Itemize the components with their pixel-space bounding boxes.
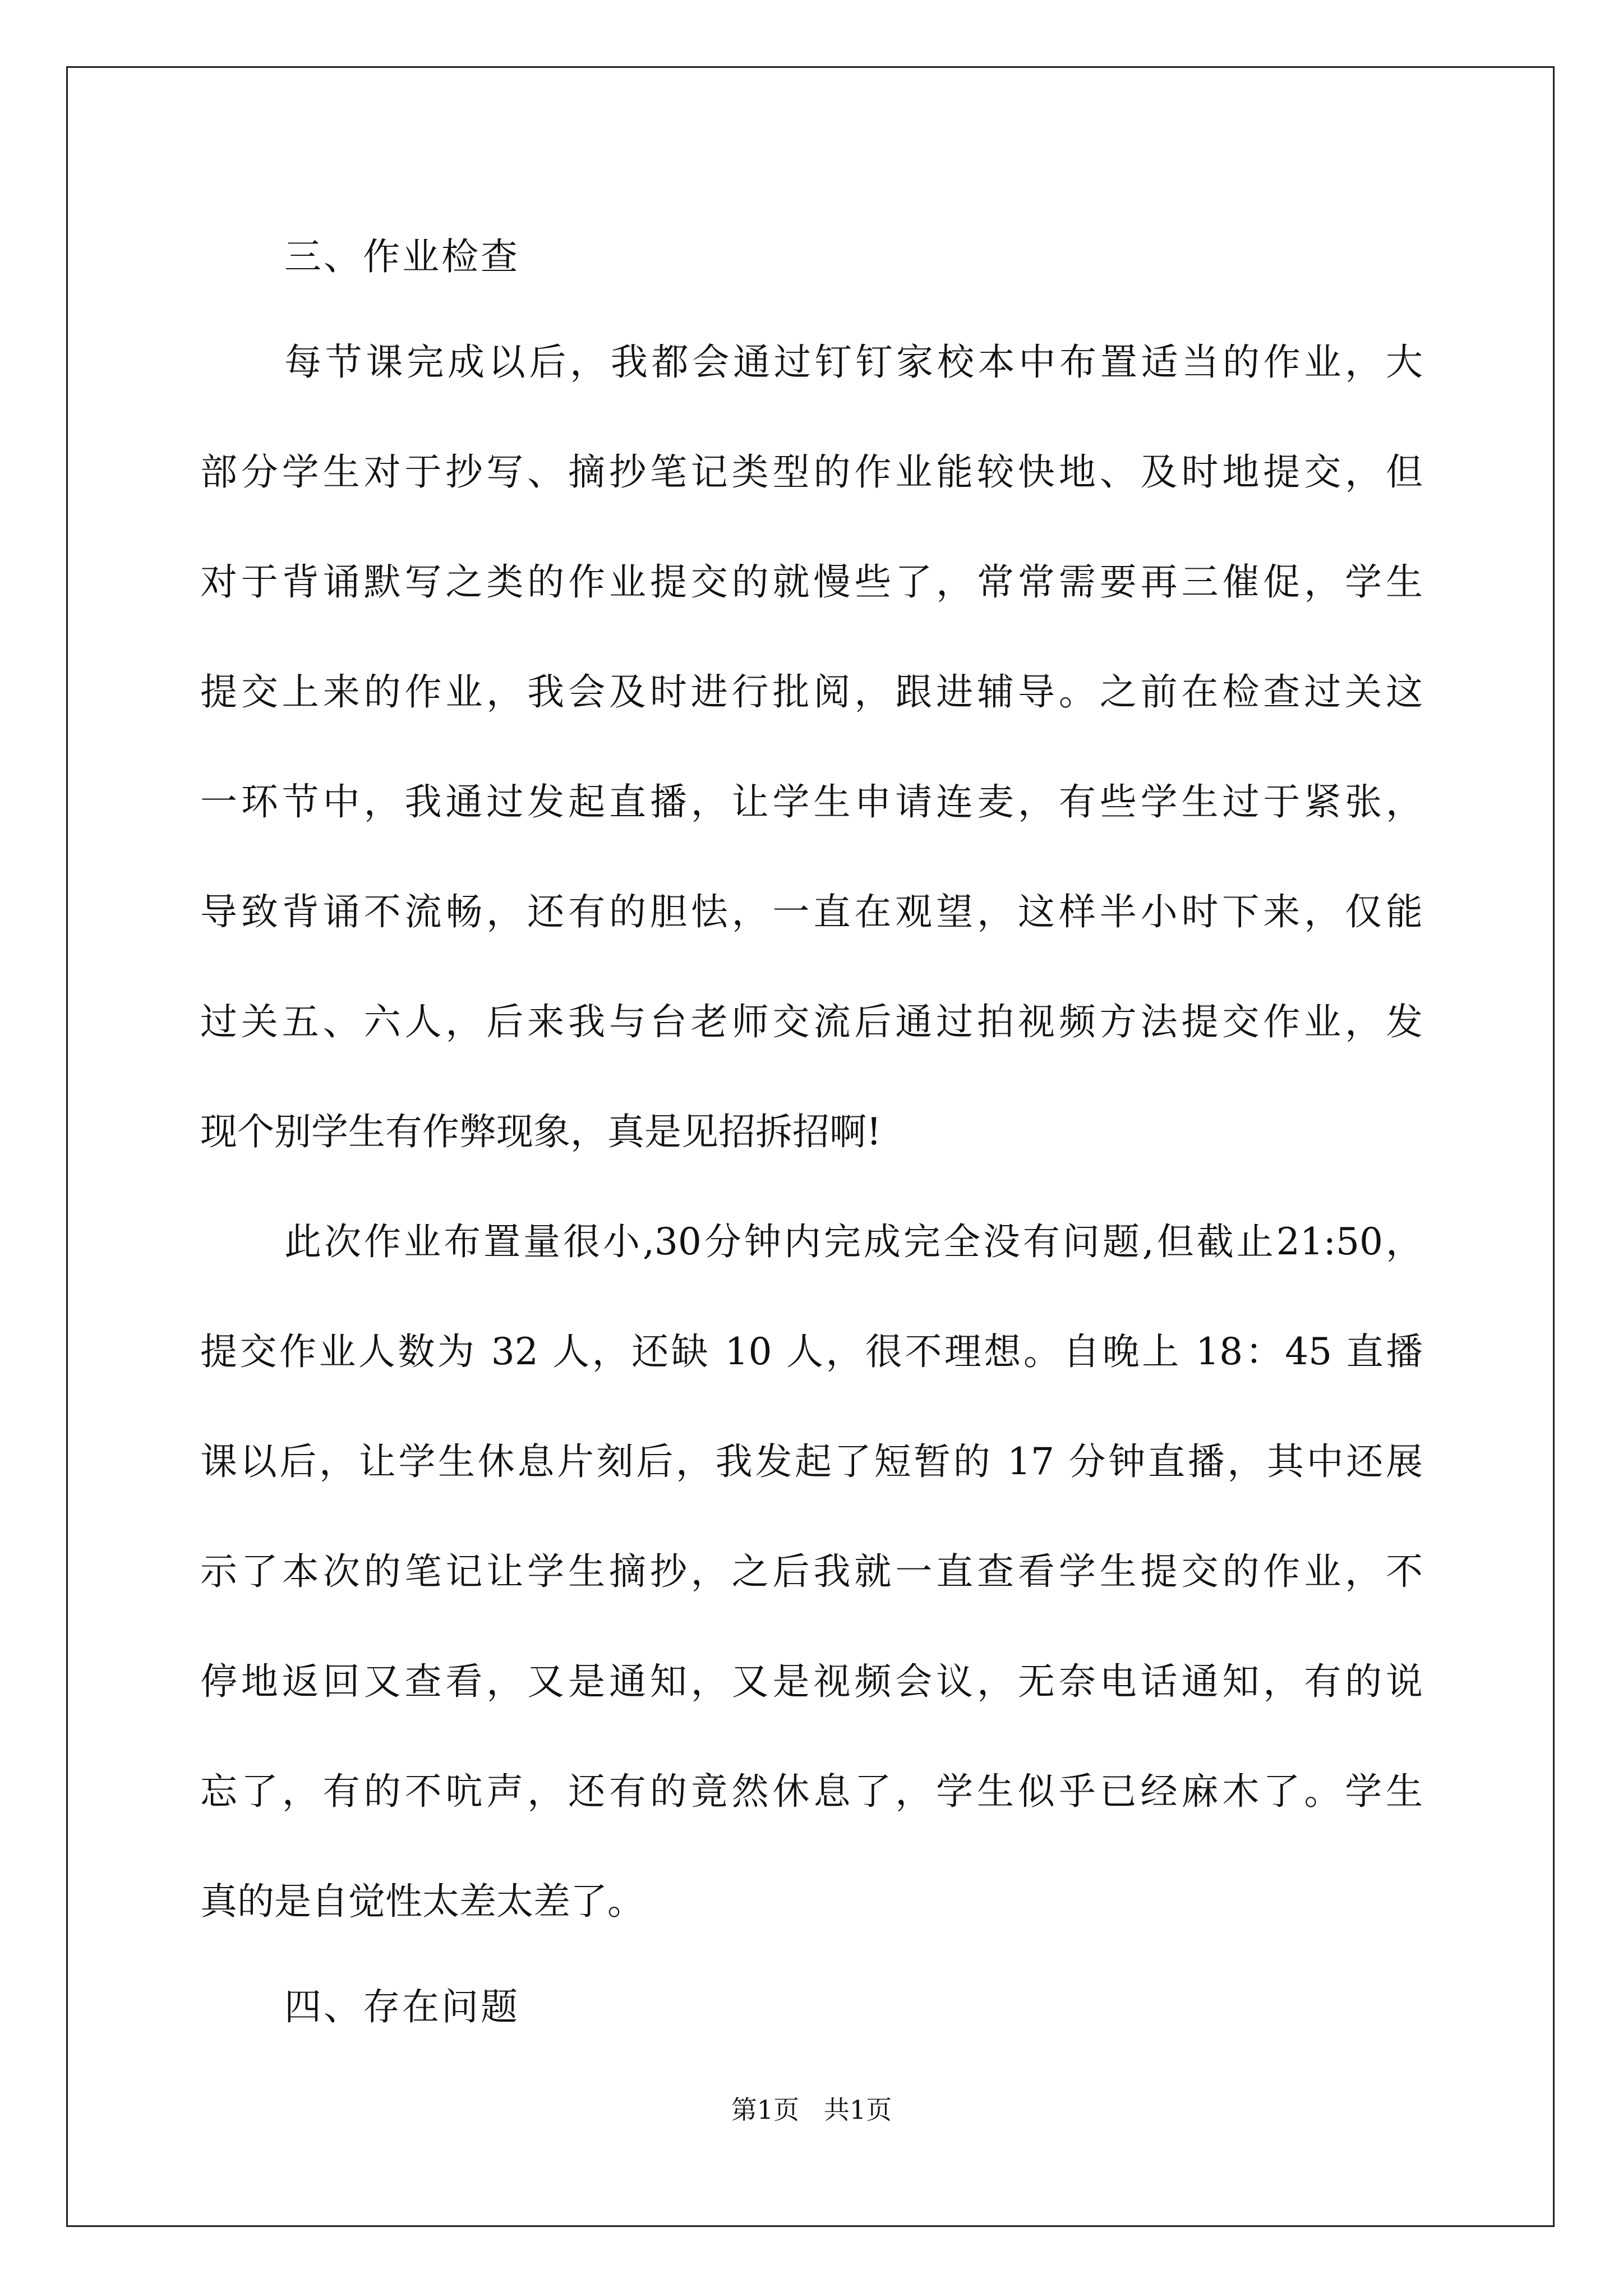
paragraph-line: 忘了，有的不吭声，还有的竟然休息了，学生似乎已经麻木了。学生 <box>200 1770 1423 1813</box>
document-body <box>200 206 1423 2058</box>
paragraph-homework-assignment <box>200 307 1423 1187</box>
page-footer: 第1页 共1页 <box>731 2095 892 2125</box>
paragraph-line: 示了本次的笔记让学生摘抄，之后我就一直查看学生提交的作业，不 <box>200 1550 1423 1593</box>
paragraph-line: 一环节中，我通过发起直播，让学生申请连麦，有些学生过于紧张， <box>200 780 1423 823</box>
paragraph-line: 此次作业布置量很小,30分钟内完成完全没有问题,但截止21:50， <box>284 1220 1423 1263</box>
paragraph-line: 对于背诵默写之类的作业提交的就慢些了，常常需要再三催促，学生 <box>200 560 1423 604</box>
paragraph-line: 现个别学生有作弊现象，真是见招拆招啊! <box>200 1110 882 1153</box>
paragraph-line: 部分学生对于抄写、摘抄笔记类型的作业能较快地、及时地提交，但 <box>200 450 1423 494</box>
paragraph-line: 导致背诵不流畅，还有的胆怯，一直在观望，这样半小时下来，仅能 <box>200 890 1423 933</box>
paragraph-line: 真的是自觉性太差太差了。 <box>200 1880 644 1923</box>
paragraph-line: 过关五、六人，后来我与台老师交流后通过拍视频方法提交作业，发 <box>200 1000 1423 1043</box>
paragraph-line: 提交作业人数为 32 人，还缺 10 人，很不理想。自晚上 18：45 直播 <box>200 1330 1423 1373</box>
paragraph-homework-statistics <box>200 1187 1423 1957</box>
paragraph-line: 课以后，让学生休息片刻后，我发起了短暂的 17 分钟直播，其中还展 <box>200 1440 1423 1483</box>
section-heading-homework-check: 三、作业检查 <box>284 235 520 278</box>
paragraph-line: 提交上来的作业，我会及时进行批阅，跟进辅导。之前在检查过关这 <box>200 670 1423 714</box>
paragraph-line: 停地返回又查看，又是通知，又是视频会议，无奈电话通知，有的说 <box>200 1660 1423 1703</box>
section-heading-existing-problems: 四、存在问题 <box>284 1985 520 2028</box>
paragraph-line: 每节课完成以后，我都会通过钉钉家校本中布置适当的作业，大 <box>284 341 1423 384</box>
